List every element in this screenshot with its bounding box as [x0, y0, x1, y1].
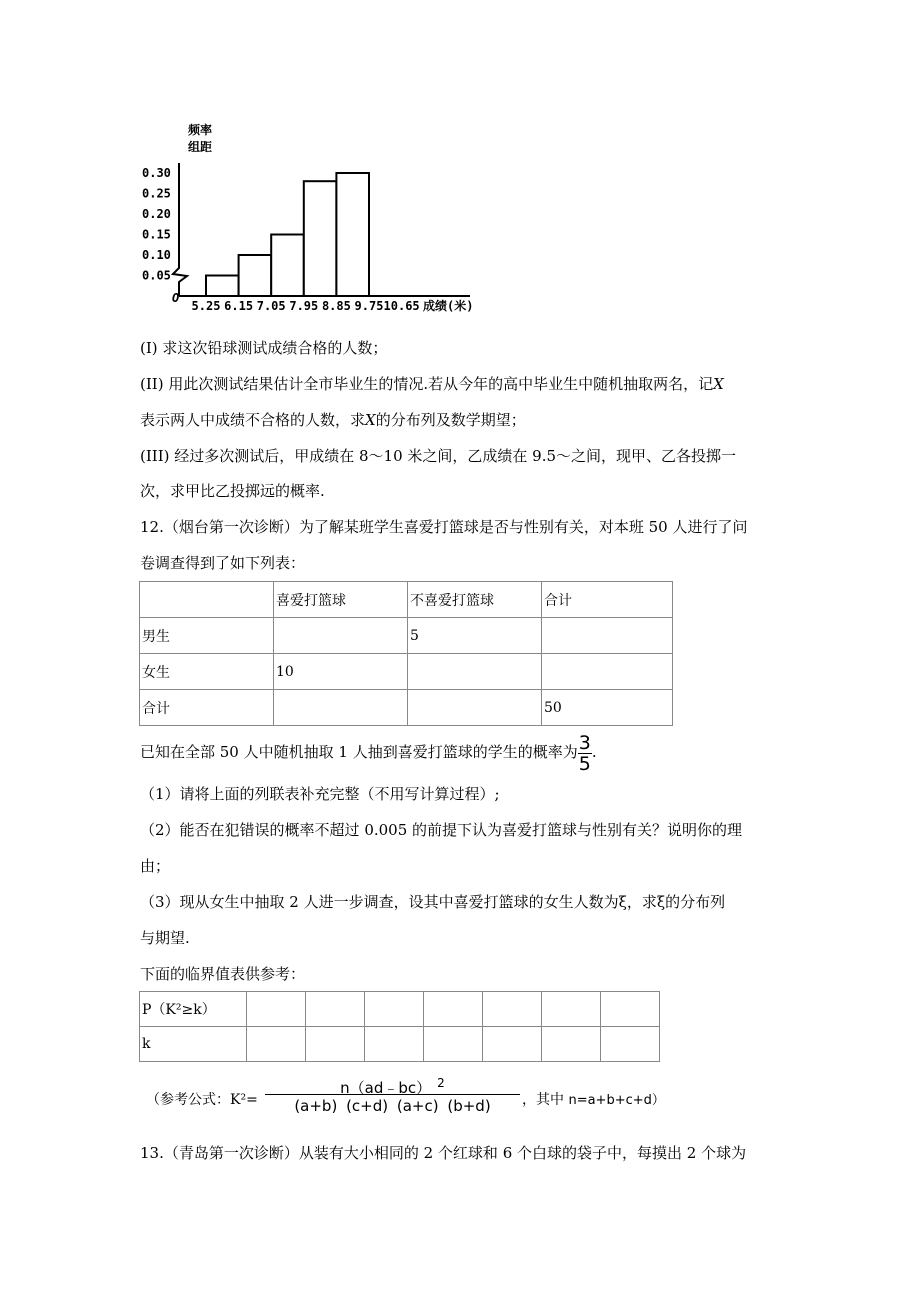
table-cell: [274, 618, 408, 654]
table-cell: k: [140, 1027, 247, 1062]
table-cell: [424, 992, 483, 1027]
q12-reference-note: 下面的临界值表供参考：: [140, 965, 306, 983]
formula-suffix: ，其中 n=a+b+c+d）: [522, 1092, 665, 1108]
table-cell: 5: [408, 618, 542, 654]
histogram-bar: [304, 181, 337, 296]
table-cell: [306, 992, 365, 1027]
table-cell: 喜爱打篮球: [274, 582, 408, 618]
q12-sub2-line2: 由；: [140, 857, 171, 875]
y-axis-label-top: 频率: [188, 123, 213, 137]
table-cell: [408, 654, 542, 690]
x-tick-label: 7.05: [256, 299, 286, 313]
table-cell: [542, 1027, 601, 1062]
table-row: [140, 654, 673, 690]
x-tick-label: 6.15: [224, 299, 254, 313]
table-cell: 不喜爱打篮球: [408, 582, 542, 618]
table-header-row: [140, 582, 673, 618]
table-cell: [483, 992, 542, 1027]
contingency-table: [139, 581, 673, 726]
critical-value-table: [139, 991, 660, 1062]
table-cell: [247, 992, 306, 1027]
table-cell: [365, 1027, 424, 1062]
table-cell: [365, 992, 424, 1027]
table-cell: [542, 992, 601, 1027]
q11-part3-line2: 次，求甲比乙投掷远的概率.: [140, 482, 325, 500]
q11-part2-line2: 表示两人中成绩不合格的人数，求X的分布列及数学期望；: [140, 411, 526, 429]
x-tick-label: 9.75: [354, 299, 384, 313]
table-cell: [483, 1027, 542, 1062]
formula-numerator: n（ad﹣bc） $^2$: [340, 1076, 445, 1097]
table-cell: [542, 618, 673, 654]
y-axis-label-bottom: 组距: [188, 140, 213, 154]
frequency-histogram: [140, 118, 520, 318]
histogram-bar: [336, 173, 369, 296]
table-cell: [306, 1027, 365, 1062]
table-cell: [601, 992, 660, 1027]
x-axis-label: 成绩(米): [423, 299, 474, 313]
q12-sub2-line1: （2）能否在犯错误的概率不超过 0.005 的前提下认为喜爱打篮球与性别有关？说明你的理: [140, 821, 743, 839]
q12-sub3-line1: （3）现从女生中抽取 2 人进一步调查，设其中喜爱打篮球的女生人数为ξ，求ξ的分布列: [140, 893, 726, 911]
table-cell: [274, 690, 408, 726]
formula-denominator: (a+b) (c+d) (a+c) (b+d): [294, 1097, 491, 1115]
table-cell: 女生: [140, 654, 274, 690]
q11-part1: (I) 求这次铅球测试成绩合格的人数；: [140, 339, 388, 357]
histogram-bar: [206, 276, 239, 297]
table-cell: 合计: [542, 582, 673, 618]
histogram-bar: [239, 255, 272, 296]
y-tick-label: 0.15: [142, 227, 171, 242]
table-row: [140, 618, 673, 654]
table-cell: 合计: [140, 690, 274, 726]
table-cell: 50: [542, 690, 673, 726]
table-cell: [247, 1027, 306, 1062]
table-row: [140, 690, 673, 726]
q12-intro-line2: 卷调查得到了如下列表：: [140, 554, 306, 572]
y-tick-label: 0.25: [142, 186, 171, 201]
y-tick-label: 0.10: [142, 248, 171, 262]
y-tick-label: 0.05: [142, 268, 171, 283]
fraction-bar: [265, 1094, 520, 1095]
y-tick-label: 0.30: [142, 166, 171, 180]
y-tick-label: 0.20: [142, 207, 171, 221]
table-row: [140, 992, 660, 1027]
histogram-bar: [271, 235, 304, 297]
x-tick-label: 5.25: [191, 299, 221, 313]
q11-part3-line1: (III) 经过多次测试后，甲成绩在 8～10 米之间，乙成绩在 9.5～之间，现甲、乙各投掷一: [140, 447, 737, 465]
table-cell: [601, 1027, 660, 1062]
q12-sub1: （1）请将上面的列联表补充完整（不用写计算过程）;: [140, 785, 500, 803]
y-axis-with-break: [173, 163, 187, 296]
origin-label: O: [172, 291, 180, 305]
table-row: [140, 1027, 660, 1062]
table-cell: [542, 654, 673, 690]
fraction-three-fifths: $\frac{3}{5}$: [578, 731, 591, 775]
table-cell: P（K²≥k）: [140, 992, 247, 1027]
table-cell: [408, 690, 542, 726]
q12-sub3-line2: 与期望.: [140, 929, 190, 947]
table-cell: [140, 582, 274, 618]
table-cell: 10: [274, 654, 408, 690]
q12-probability-line: 已知在全部 50 人中随机抽取 1 人抽到喜爱打篮球的学生的概率为 $\frac{3}{5}$ .: [140, 731, 597, 775]
table-cell: 男生: [140, 618, 274, 654]
table-cell: [424, 1027, 483, 1062]
q11-part2-line1: (II) 用此次测试结果估计全市毕业生的情况.若从今年的高中毕业生中随机抽取两名，记X: [140, 375, 724, 393]
x-tick-label: 7.95: [289, 299, 319, 313]
formula-prefix: （参考公式：K²=: [146, 1092, 258, 1108]
q12-intro-line1: 12.（烟台第一次诊断）为了解某班学生喜爱打篮球是否与性别有关，对本班 50 人进行了问: [140, 518, 748, 536]
x-tick-label: 8.85: [321, 299, 351, 313]
q13-intro-line1: 13.（青岛第一次诊断）从装有大小相同的 2 个红球和 6 个白球的袋子中，每摸出 2 个球为: [140, 1144, 747, 1162]
x-tick-label: 10.65: [383, 299, 420, 313]
